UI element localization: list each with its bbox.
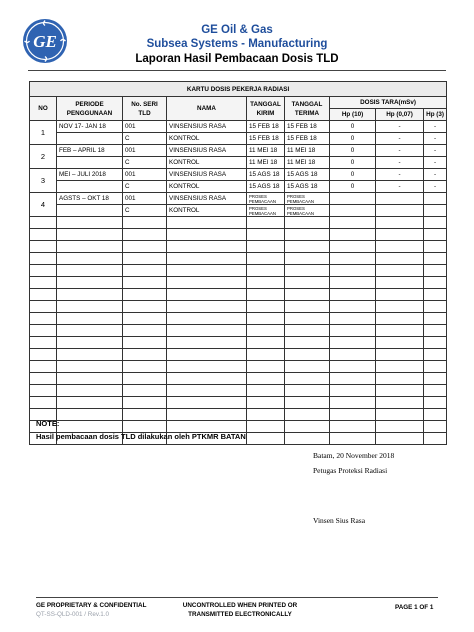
row-periode: FEB – APRIL 18	[57, 145, 123, 157]
logo-text: GE	[33, 32, 57, 51]
empty-cell	[424, 409, 447, 421]
empty-table-row	[30, 229, 447, 241]
empty-table-row	[30, 265, 447, 277]
empty-cell	[123, 313, 167, 325]
row-nama: VINSENSIUS RASA	[167, 169, 247, 181]
empty-cell	[424, 385, 447, 397]
row-number: 2	[30, 145, 57, 169]
empty-cell	[247, 277, 285, 289]
empty-cell	[376, 277, 424, 289]
row-hp007: -	[376, 181, 424, 193]
row-hp10: 0	[330, 157, 376, 169]
row-hp10: 0	[330, 145, 376, 157]
empty-cell	[376, 253, 424, 265]
col-header-dosis: DOSIS TARA(mSv)	[330, 97, 447, 109]
empty-cell	[167, 253, 247, 265]
empty-cell	[285, 313, 330, 325]
empty-cell	[167, 349, 247, 361]
empty-cell	[330, 217, 376, 229]
row-seri: 001	[123, 193, 167, 205]
empty-cell	[247, 313, 285, 325]
empty-cell	[285, 289, 330, 301]
empty-cell	[330, 313, 376, 325]
empty-cell	[57, 337, 123, 349]
empty-table-row	[30, 385, 447, 397]
row-nama: VINSENSIUS RASA	[167, 145, 247, 157]
row-seri: C	[123, 133, 167, 145]
empty-cell	[123, 289, 167, 301]
empty-cell	[330, 433, 376, 445]
empty-cell	[30, 361, 57, 373]
row-hp10: 0	[330, 169, 376, 181]
empty-cell	[123, 229, 167, 241]
empty-cell	[247, 289, 285, 301]
empty-cell	[330, 325, 376, 337]
note-label: NOTE:	[36, 419, 60, 428]
empty-cell	[285, 397, 330, 409]
empty-cell	[123, 349, 167, 361]
col-header-terima: TANGGAL TERIMA	[285, 97, 330, 121]
empty-cell	[330, 349, 376, 361]
col-header-periode: PERIODE PENGGUNAAN	[57, 97, 123, 121]
empty-table-row	[30, 397, 447, 409]
empty-cell	[247, 241, 285, 253]
empty-cell	[167, 325, 247, 337]
empty-cell	[167, 277, 247, 289]
empty-cell	[424, 433, 447, 445]
empty-cell	[330, 289, 376, 301]
empty-cell	[57, 253, 123, 265]
row-terima: 15 FEB 18	[285, 121, 330, 133]
empty-cell	[330, 409, 376, 421]
empty-cell	[330, 421, 376, 433]
empty-cell	[285, 433, 330, 445]
row-number: 3	[30, 169, 57, 193]
row-hp10	[330, 205, 376, 217]
row-seri: 001	[123, 121, 167, 133]
division-name: Subsea Systems - Manufacturing	[146, 38, 328, 50]
row-hp3: -	[424, 121, 447, 133]
empty-table-row	[30, 253, 447, 265]
empty-cell	[424, 253, 447, 265]
empty-cell	[285, 229, 330, 241]
table-row	[30, 205, 447, 217]
empty-cell	[30, 289, 57, 301]
row-hp10	[330, 193, 376, 205]
row-nama: KONTROL	[167, 181, 247, 193]
row-hp007	[376, 193, 424, 205]
empty-cell	[285, 265, 330, 277]
row-terima: 15 AGS 18	[285, 181, 330, 193]
empty-cell	[167, 361, 247, 373]
empty-cell	[285, 253, 330, 265]
empty-cell	[376, 301, 424, 313]
empty-cell	[285, 241, 330, 253]
empty-cell	[123, 325, 167, 337]
empty-cell	[30, 277, 57, 289]
empty-cell	[167, 289, 247, 301]
row-terima: 11 MEI 18	[285, 145, 330, 157]
empty-cell	[424, 241, 447, 253]
empty-cell	[424, 373, 447, 385]
empty-table-row	[30, 421, 447, 433]
empty-rows	[30, 217, 447, 445]
empty-cell	[247, 421, 285, 433]
empty-cell	[376, 217, 424, 229]
row-hp007: -	[376, 157, 424, 169]
empty-cell	[424, 421, 447, 433]
col-header-hp007: Hp (0,07)	[376, 109, 424, 121]
row-periode	[57, 205, 123, 217]
row-periode: AGSTS – OKT 18	[57, 193, 123, 205]
empty-cell	[376, 229, 424, 241]
empty-cell	[424, 265, 447, 277]
report-title: Laporan Hasil Pembacaan Dosis TLD	[135, 53, 339, 65]
empty-cell	[424, 361, 447, 373]
row-terima: 15 FEB 18	[285, 133, 330, 145]
empty-cell	[330, 265, 376, 277]
empty-cell	[330, 301, 376, 313]
empty-cell	[123, 277, 167, 289]
row-nama: KONTROL	[167, 205, 247, 217]
empty-cell	[247, 337, 285, 349]
footer-confidential-text: GE PROPRIETARY & CONFIDENTIAL	[36, 602, 147, 609]
empty-cell	[57, 385, 123, 397]
empty-cell	[30, 313, 57, 325]
empty-cell	[123, 253, 167, 265]
row-kirim: PROSES PEMBACAAN	[247, 193, 285, 205]
empty-cell	[285, 409, 330, 421]
row-kirim: 15 AGS 18	[247, 181, 285, 193]
empty-cell	[247, 361, 285, 373]
row-hp10: 0	[330, 133, 376, 145]
empty-cell	[376, 409, 424, 421]
empty-cell	[57, 277, 123, 289]
row-hp3: -	[424, 145, 447, 157]
empty-cell	[57, 265, 123, 277]
empty-cell	[376, 385, 424, 397]
empty-table-row	[30, 313, 447, 325]
empty-cell	[30, 217, 57, 229]
table-row	[30, 121, 447, 133]
empty-cell	[424, 277, 447, 289]
empty-cell	[285, 349, 330, 361]
empty-cell	[330, 337, 376, 349]
empty-cell	[123, 301, 167, 313]
row-hp3: -	[424, 157, 447, 169]
row-terima: PROSES PEMBACAAN	[285, 205, 330, 217]
empty-cell	[123, 217, 167, 229]
empty-cell	[376, 241, 424, 253]
empty-cell	[376, 421, 424, 433]
row-seri: C	[123, 181, 167, 193]
empty-cell	[167, 301, 247, 313]
empty-cell	[57, 313, 123, 325]
row-seri: C	[123, 205, 167, 217]
empty-cell	[30, 337, 57, 349]
row-hp3: -	[424, 181, 447, 193]
empty-cell	[376, 349, 424, 361]
empty-cell	[376, 433, 424, 445]
empty-cell	[285, 277, 330, 289]
empty-cell	[123, 361, 167, 373]
row-hp007: -	[376, 133, 424, 145]
row-periode	[57, 133, 123, 145]
row-periode	[57, 157, 123, 169]
empty-cell	[285, 301, 330, 313]
empty-cell	[30, 373, 57, 385]
empty-cell	[123, 265, 167, 277]
empty-cell	[167, 421, 247, 433]
empty-cell	[123, 337, 167, 349]
footer-page-number: PAGE 1 OF 1	[395, 604, 434, 611]
row-terima: PROSES PEMBACAAN	[285, 193, 330, 205]
empty-cell	[57, 373, 123, 385]
col-header-seri: No. SERI TLD	[123, 97, 167, 121]
row-hp007: -	[376, 169, 424, 181]
empty-cell	[123, 397, 167, 409]
empty-cell	[285, 385, 330, 397]
row-kirim: 15 FEB 18	[247, 121, 285, 133]
empty-cell	[376, 325, 424, 337]
row-hp3: -	[424, 169, 447, 181]
empty-cell	[57, 217, 123, 229]
row-seri: 001	[123, 169, 167, 181]
empty-cell	[376, 289, 424, 301]
empty-cell	[30, 241, 57, 253]
empty-cell	[247, 433, 285, 445]
empty-cell	[57, 289, 123, 301]
empty-cell	[167, 397, 247, 409]
empty-cell	[57, 409, 123, 421]
company-name: GE Oil & Gas	[201, 24, 273, 36]
empty-cell	[376, 265, 424, 277]
empty-cell	[330, 241, 376, 253]
empty-cell	[247, 265, 285, 277]
empty-cell	[247, 229, 285, 241]
empty-table-row	[30, 409, 447, 421]
empty-cell	[424, 337, 447, 349]
empty-cell	[30, 325, 57, 337]
col-header-nama: NAMA	[167, 97, 247, 121]
row-nama: VINSENSIUS RASA	[167, 121, 247, 133]
empty-cell	[167, 385, 247, 397]
empty-cell	[247, 409, 285, 421]
empty-cell	[30, 253, 57, 265]
empty-cell	[30, 229, 57, 241]
empty-cell	[57, 421, 123, 433]
empty-cell	[424, 325, 447, 337]
footer-uncontrolled-line2: TRANSMITTED ELECTRONICALLY	[188, 611, 292, 618]
empty-cell	[330, 253, 376, 265]
empty-cell	[57, 397, 123, 409]
row-hp10: 0	[330, 181, 376, 193]
empty-cell	[57, 349, 123, 361]
footer-uncontrolled-line1: UNCONTROLLED WHEN PRINTED OR	[182, 602, 298, 609]
empty-table-row	[30, 349, 447, 361]
empty-cell	[247, 349, 285, 361]
row-hp007	[376, 205, 424, 217]
empty-table-row	[30, 325, 447, 337]
empty-cell	[424, 397, 447, 409]
empty-cell	[285, 325, 330, 337]
signature-name: Vinsen Sius Rasa	[313, 516, 366, 525]
empty-cell	[167, 409, 247, 421]
row-hp3: -	[424, 133, 447, 145]
row-periode: NOV 17- JAN 18	[57, 121, 123, 133]
empty-cell	[167, 313, 247, 325]
footer-confidential	[36, 601, 146, 619]
empty-cell	[167, 373, 247, 385]
empty-table-row	[30, 301, 447, 313]
row-nama: KONTROL	[167, 133, 247, 145]
empty-cell	[424, 229, 447, 241]
table-row	[30, 193, 447, 205]
empty-cell	[424, 301, 447, 313]
empty-cell	[285, 421, 330, 433]
empty-cell	[247, 325, 285, 337]
row-seri: C	[123, 157, 167, 169]
row-nama: KONTROL	[167, 157, 247, 169]
empty-cell	[330, 397, 376, 409]
signature-role: Petugas Proteksi Radiasi	[313, 466, 388, 475]
empty-cell	[167, 229, 247, 241]
empty-cell	[330, 385, 376, 397]
col-header-kirim: TANGGAL KIRIM	[247, 97, 285, 121]
row-kirim: 11 MEI 18	[247, 145, 285, 157]
empty-cell	[30, 385, 57, 397]
footer-uncontrolled	[165, 601, 315, 619]
empty-cell	[57, 229, 123, 241]
empty-cell	[123, 421, 167, 433]
empty-cell	[285, 337, 330, 349]
empty-cell	[330, 361, 376, 373]
empty-cell	[285, 373, 330, 385]
empty-cell	[30, 349, 57, 361]
empty-cell	[57, 325, 123, 337]
signature-place-date: Batam, 20 November 2018	[313, 451, 395, 460]
empty-cell	[376, 361, 424, 373]
header-divider	[28, 70, 446, 71]
col-header-hp10: Hp (10)	[330, 109, 376, 121]
empty-cell	[123, 409, 167, 421]
row-hp10: 0	[330, 121, 376, 133]
empty-cell	[247, 373, 285, 385]
empty-cell	[424, 217, 447, 229]
empty-cell	[424, 349, 447, 361]
row-kirim: 11 MEI 18	[247, 157, 285, 169]
empty-cell	[247, 217, 285, 229]
row-seri: 001	[123, 145, 167, 157]
empty-cell	[57, 241, 123, 253]
empty-cell	[247, 385, 285, 397]
row-kirim: 15 FEB 18	[247, 133, 285, 145]
col-header-hp3: Hp (3)	[424, 109, 447, 121]
row-periode: MEI – JULI 2018	[57, 169, 123, 181]
row-terima: 15 AGS 18	[285, 169, 330, 181]
row-periode	[57, 181, 123, 193]
empty-table-row	[30, 373, 447, 385]
empty-cell	[330, 277, 376, 289]
empty-table-row	[30, 361, 447, 373]
empty-cell	[123, 385, 167, 397]
empty-table-row	[30, 217, 447, 229]
empty-cell	[57, 361, 123, 373]
note-text: Hasil pembacaan dosis TLD dilakukan oleh PTKMR BATAN	[36, 432, 246, 441]
footer-doc-code: QT-SS-QLD-001 / Rev.1.0	[36, 611, 110, 618]
empty-cell	[30, 397, 57, 409]
empty-cell	[424, 313, 447, 325]
empty-cell	[30, 301, 57, 313]
empty-cell	[247, 397, 285, 409]
empty-cell	[247, 253, 285, 265]
row-number: 1	[30, 121, 57, 145]
row-terima: 11 MEI 18	[285, 157, 330, 169]
empty-cell	[167, 241, 247, 253]
table-row	[30, 157, 447, 169]
row-nama: VINSENSIUS RASA	[167, 193, 247, 205]
row-kirim: PROSES PEMBACAAN	[247, 205, 285, 217]
empty-cell	[57, 301, 123, 313]
empty-cell	[167, 265, 247, 277]
empty-cell	[167, 217, 247, 229]
row-hp3	[424, 205, 447, 217]
row-kirim: 15 AGS 18	[247, 169, 285, 181]
table-row	[30, 145, 447, 157]
table-row	[30, 181, 447, 193]
table-row	[30, 169, 447, 181]
row-hp007: -	[376, 145, 424, 157]
row-number: 4	[30, 193, 57, 217]
empty-table-row	[30, 241, 447, 253]
row-hp3	[424, 193, 447, 205]
empty-cell	[330, 373, 376, 385]
row-hp007: -	[376, 121, 424, 133]
empty-cell	[30, 265, 57, 277]
empty-table-row	[30, 277, 447, 289]
empty-cell	[167, 337, 247, 349]
empty-cell	[376, 337, 424, 349]
table-title: KARTU DOSIS PEKERJA RADIASI	[30, 82, 447, 97]
empty-table-row	[30, 289, 447, 301]
empty-table-row	[30, 337, 447, 349]
empty-cell	[330, 229, 376, 241]
empty-cell	[247, 301, 285, 313]
col-header-no: NO	[30, 97, 57, 121]
table-row	[30, 133, 447, 145]
empty-cell	[376, 313, 424, 325]
empty-cell	[285, 361, 330, 373]
empty-cell	[424, 289, 447, 301]
empty-cell	[123, 373, 167, 385]
empty-cell	[376, 373, 424, 385]
empty-cell	[123, 241, 167, 253]
empty-cell	[376, 397, 424, 409]
empty-cell	[285, 217, 330, 229]
dose-card-table	[29, 81, 447, 445]
footer-divider	[36, 597, 438, 598]
